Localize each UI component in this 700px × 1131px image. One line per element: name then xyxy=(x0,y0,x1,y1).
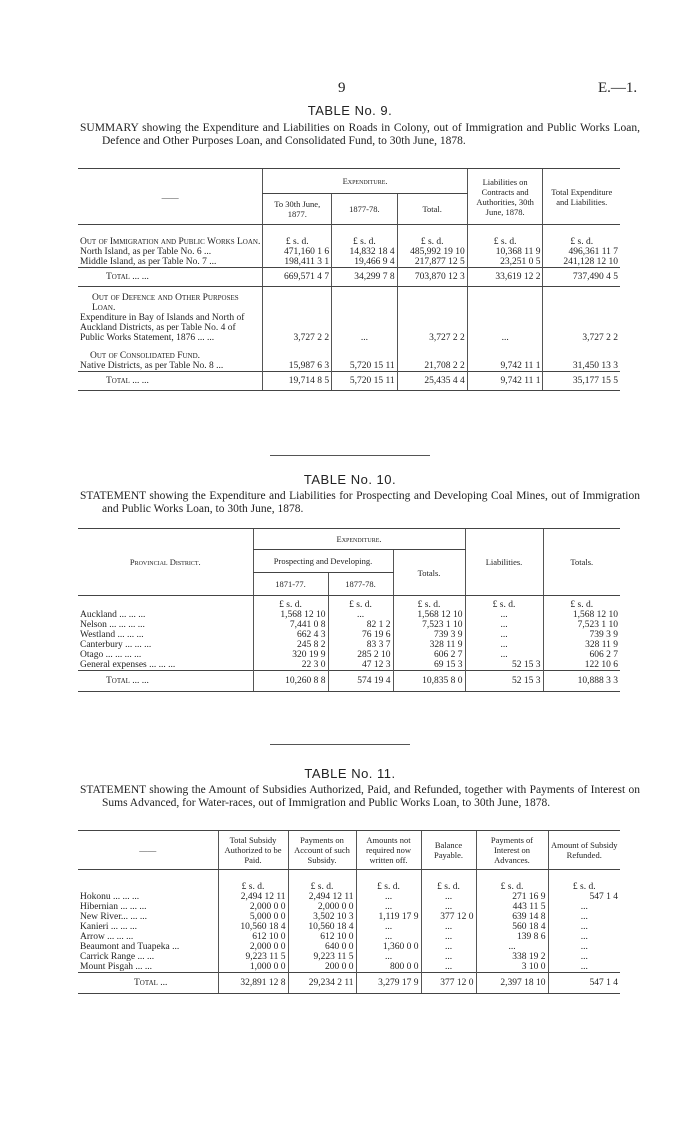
table-row: Beaumont and Tuapeka ... 2,000 0 0 640 0 0 1,360 0 0 ... ... ... xyxy=(78,942,620,952)
table-row: General expenses ... ... ... 22 3 0 47 12 3 69 15 3 52 15 3 122 10 6 xyxy=(80,660,618,670)
consol-heading: Out of Consolidated Fund. xyxy=(90,351,201,361)
table9-col-liab: Liabilities on Contracts and Authorities, 30th June, 1878. xyxy=(467,169,543,225)
table9 xyxy=(78,168,620,391)
table-row: Westland ... ... ... 662 4 3 76 19 6 739 3 9 ... 739 3 9 xyxy=(80,630,618,640)
table-row: Hibernian ... ... ... 2,000 0 0 2,000 0 0 ... ... 443 11 5 ... xyxy=(78,902,620,912)
lsd-label: £ s. d. xyxy=(421,870,476,893)
table11 xyxy=(78,830,620,994)
table-row: Expenditure in Bay of Islands and North of Auckland Districts, as per Table No. 4 of Public Works Statement, 1876 ... ... 3,727 2 2 ... 3,727 2 2 ... 3,727 2 2 xyxy=(80,313,618,343)
table11-heading: STATEMENT showing the Amount of Subsidies Authorized, Paid, and Refunded, together with Payments of Interest on Sums Advanced, for Water-races, out of Immigration and Public Works Loan, to 30th June, 1878. xyxy=(80,784,640,809)
lsd-label: £ s. d. xyxy=(328,596,393,611)
lsd-label: £ s. d. xyxy=(263,225,332,248)
lsd-label: £ s. d. xyxy=(467,225,543,248)
table9-col-totalexp: Total Expenditure and Liabilities. xyxy=(543,169,620,225)
lsd-label: £ s. d. xyxy=(543,225,620,248)
table11-title: TABLE No. 11. xyxy=(304,766,396,781)
table10-col-totals2: Totals. xyxy=(543,529,620,596)
lsd-label: £ s. d. xyxy=(332,225,397,248)
defence-heading: Out of Defence and Other Purposes Loan. xyxy=(92,293,239,313)
table11-col-pay: Payments on Account of such Subsidy. xyxy=(288,831,356,870)
table9-heading: SUMMARY showing the Expenditure and Liabilities on Roads in Colony, out of Immigration and Public Works Loan, Defence and Other Purposes Loan, and Consolidated Fund, to 30th June, 1878. xyxy=(80,122,640,147)
lsd-label: £ s. d. xyxy=(288,870,356,893)
table11-col-sub: Total Subsidy Authorized to be Paid. xyxy=(218,831,288,870)
lsd-label: £ s. d. xyxy=(543,596,620,611)
table-row: Mount Pisgah ... ... 1,000 0 0 200 0 0 800 0 0 ... 3 10 0 ... xyxy=(78,962,620,973)
table10-title: TABLE No. 10. xyxy=(303,472,397,487)
table9-col-1877: 1877-78. xyxy=(332,194,397,225)
table10-col-district: Provincial District. xyxy=(78,529,253,596)
table9-group-expenditure: Expenditure. xyxy=(263,169,467,194)
total-row: Total ... ... 10,260 8 8 574 19 4 10,835 8 0 52 15 3 10,888 3 3 xyxy=(78,671,620,692)
table11-col-bal: Balance Payable. xyxy=(421,831,476,870)
table-row: Middle Island, as per Table No. 7 ... 198,411 3 1 19,466 9 4 217,877 12 5 23,251 0 5 241,128 12 10 xyxy=(80,257,618,267)
table10-col-liab: Liabilities. xyxy=(465,529,543,596)
table10-col-1877: 1877-78. xyxy=(328,573,393,596)
lsd-label: £ s. d. xyxy=(218,870,288,893)
table-row: Canterbury ... ... ... 245 8 2 83 3 7 328 11 9 ... 328 11 9 xyxy=(80,640,618,650)
table-row: Native Districts, as per Table No. 8 ... 15,987 6 3 5,720 15 11 21,708 2 2 9,742 11 1 31,450 13 3 xyxy=(80,361,618,371)
lsd-label: £ s. d. xyxy=(253,596,328,611)
table10-col-totals: Totals. xyxy=(393,550,465,596)
table9-col-to30: To 30th June, 1877. xyxy=(263,194,332,225)
table9-title: TABLE No. 9. xyxy=(307,103,393,118)
table-row: Arrow ... ... ... 612 10 0 612 10 0 ... ... 139 8 6 ... xyxy=(78,932,620,942)
divider xyxy=(270,744,410,745)
table10-group-prospect: Prospecting and Developing. xyxy=(253,550,393,573)
lsd-label: £ s. d. xyxy=(548,870,620,893)
table-row: Kanieri ... ... ... 10,560 18 4 10,560 18 4 ... ... 560 18 4 ... xyxy=(78,922,620,932)
page-number: 9 xyxy=(338,80,346,96)
lsd-label: £ s. d. xyxy=(465,596,543,611)
table10 xyxy=(78,528,620,692)
table-row: Auckland ... ... ... 1,568 12 10 ... 1,568 12 10 ... 1,568 12 10 xyxy=(80,610,618,620)
lsd-label: £ s. d. xyxy=(397,225,467,248)
table11-col-int: Payments of Interest on Advances. xyxy=(476,831,548,870)
table10-col-1871: 1871-77. xyxy=(253,573,328,596)
table-row: Carrick Range ... ... 9,223 11 5 9,223 11 5 ... ... 338 19 2 ... xyxy=(78,952,620,962)
lsd-label: £ s. d. xyxy=(393,596,465,611)
table10-heading: STATEMENT showing the Expenditure and Liabilities for Prospecting and Developing Coal Mines, out of Immigration and Public Works Loan, to 30th June, 1878. xyxy=(80,490,640,515)
table11-dash: —— xyxy=(78,831,218,870)
table9-section-heading: Out of Immigration and Public Works Loan. xyxy=(80,237,261,247)
table-row: Otago ... ... ... ... 320 19 9 285 2 10 606 2 7 ... 606 2 7 xyxy=(80,650,618,660)
total-row: Total ... 32,891 12 8 29,234 2 11 3,279 17 9 377 12 0 2,397 18 10 547 1 4 xyxy=(78,973,620,994)
table9-col-total: Total. xyxy=(397,194,467,225)
page-code: E.—1. xyxy=(598,80,638,96)
total-row: Total ... ... 669,571 4 7 34,299 7 8 703,870 12 3 33,619 12 2 737,490 4 5 xyxy=(78,268,620,287)
table9-dash: —— xyxy=(78,169,263,225)
table11-col-ref: Amount of Subsidy Refunded. xyxy=(548,831,620,870)
lsd-label: £ s. d. xyxy=(356,870,421,893)
total-row: Total ... ... 19,714 8 5 5,720 15 11 25,435 4 4 9,742 11 1 35,177 15 5 xyxy=(78,372,620,391)
table11-col-amt: Amounts not required now written off. xyxy=(356,831,421,870)
table-row: Hokonu ... ... ... 2,494 12 11 2,494 12 11 ... ... 271 16 9 547 1 4 xyxy=(80,892,618,902)
table-row: Nelson ... ... ... ... 7,441 0 8 82 1 2 7,523 1 10 ... 7,523 1 10 xyxy=(80,620,618,630)
table-row: North Island, as per Table No. 6 ... 471,160 1 6 14,832 18 4 485,992 19 10 10,368 11 9 496,361 11 7 xyxy=(80,247,618,257)
lsd-label: £ s. d. xyxy=(476,870,548,893)
table-row: New River... ... ... 5,000 0 0 3,502 10 3 1,119 17 9 377 12 0 639 14 8 ... xyxy=(78,912,620,922)
table10-group-expenditure: Expenditure. xyxy=(253,529,465,550)
divider xyxy=(270,455,430,456)
